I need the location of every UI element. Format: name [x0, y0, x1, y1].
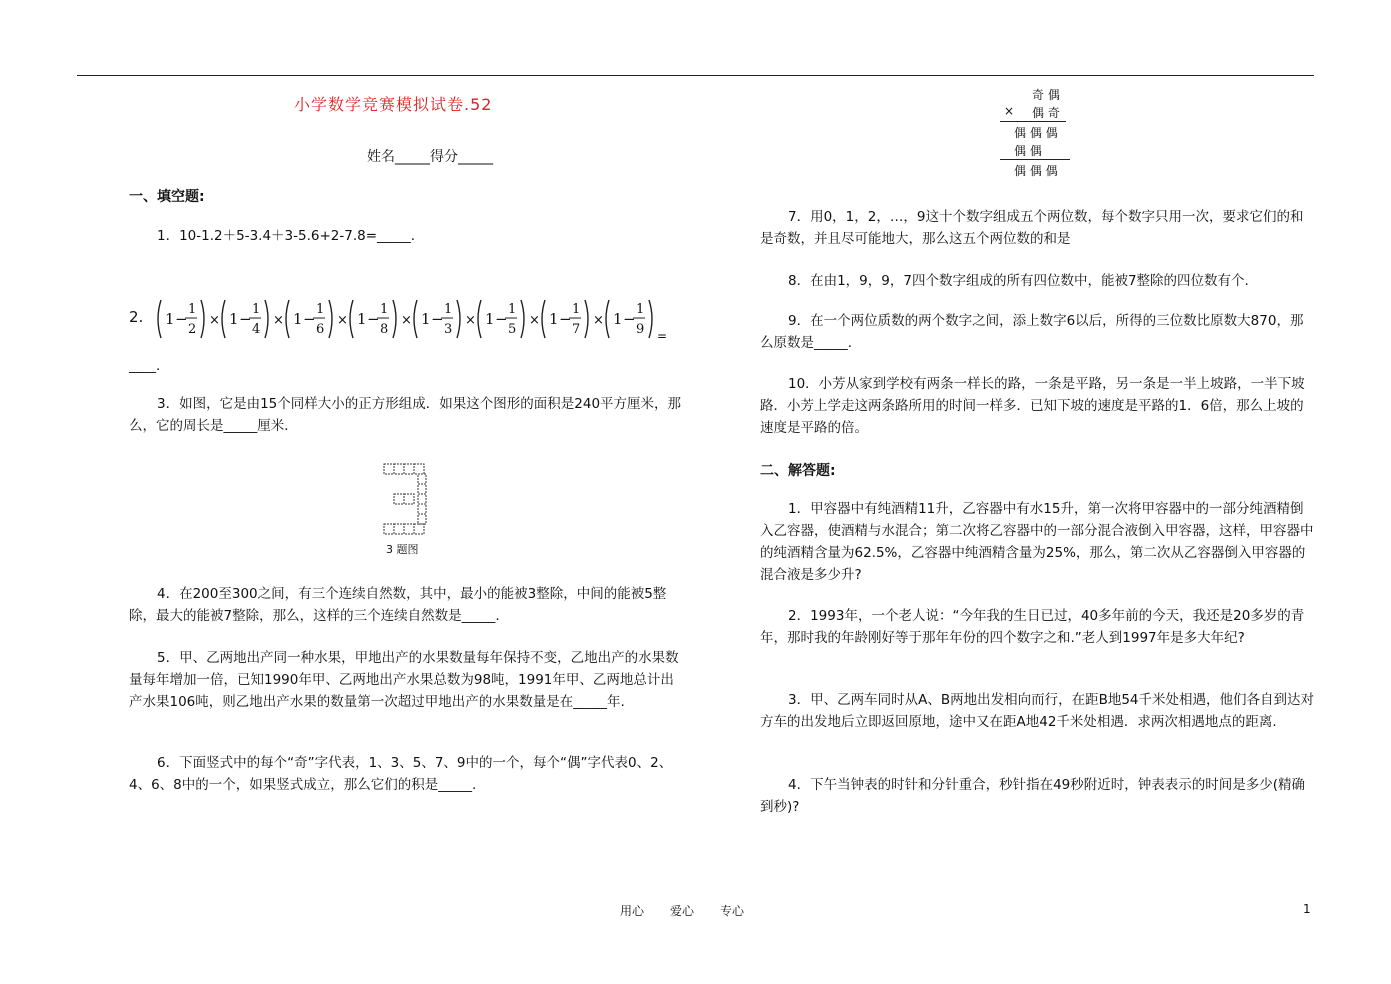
question-9: 9．在一个两位质数的两个数字之间，添上数字6以后，所得的三位数比原数大870，那么原数是_____. — [760, 313, 1304, 351]
fraction-denominator: 2 — [188, 322, 197, 337]
times-sign: × — [593, 313, 604, 328]
section2-title: 二、解答题: — [760, 463, 836, 479]
vertical-row1: 奇 偶 — [1032, 88, 1060, 102]
fraction-denominator: 4 — [252, 322, 261, 337]
figure-3-squares — [380, 462, 440, 558]
footer-text-2: 爱心 — [670, 904, 695, 918]
fraction-numerator: 1 — [572, 302, 581, 317]
vertical-row2: 偶 奇 — [1032, 106, 1060, 120]
paren-left — [414, 300, 417, 338]
fraction-numerator: 1 — [444, 302, 453, 317]
equals-blank: =_ — [657, 329, 674, 342]
name-score-line: 姓名_____得分_____ — [367, 149, 493, 165]
paren-right — [265, 300, 268, 338]
paren-left — [286, 300, 289, 338]
question-4: 4．在200至300之间，有三个连续自然数，其中，最小的能被3整除，中间的能被5整除，最大的能被7整除，那么，这样的三个连续自然数是_____. — [129, 586, 667, 624]
question-2-number: 2. — [129, 308, 144, 326]
paren-right — [457, 300, 460, 338]
paren-left — [158, 300, 161, 338]
vertical-line-1 — [1000, 121, 1066, 122]
minus-sign: − — [239, 310, 252, 328]
paren-left — [478, 300, 481, 338]
paren-right — [201, 300, 204, 338]
question-5: 5．甲、乙两地出产同一种水果，甲地出产的水果数量每年保持不变，乙地出产的水果数量每年增加一倍，已知1990年甲、乙两地出产水果总数为98吨，1991年甲、乙两地总计出产水果106吨，则乙地出产水果的数量第一次超过甲地出产的水果数量是在_____年. — [129, 650, 679, 710]
vertical-row4: 偶 偶 — [1014, 144, 1042, 158]
term-one: 1 — [421, 310, 431, 328]
fraction-denominator: 3 — [444, 322, 453, 337]
fraction-numerator: 1 — [380, 302, 389, 317]
times-sign: × — [465, 313, 476, 328]
minus-sign: − — [559, 310, 572, 328]
question-2-expression — [129, 296, 689, 342]
fraction-numerator: 1 — [188, 302, 197, 317]
fraction-denominator: 7 — [572, 322, 581, 337]
question-1: 1．10-1.2＋5-3.4＋3-5.6+2-7.8=_____. — [157, 228, 416, 244]
question-8: 8．在由1，9，9，7四个数字组成的所有四位数中，能被7整除的四位数有个. — [788, 273, 1249, 289]
fraction-denominator: 5 — [508, 322, 517, 337]
page-number: 1 — [1303, 902, 1311, 916]
vertical-line-2 — [1000, 159, 1070, 160]
answer-question-4: 4．下午当钟表的时针和分针重合，秒针指在49秒附近时，钟表表示的时间是多少(精确到秒)? — [760, 777, 1306, 815]
fraction-denominator: 6 — [316, 322, 325, 337]
fraction-denominator: 8 — [380, 322, 389, 337]
footer-text-1: 用心 — [620, 904, 645, 918]
minus-sign: − — [367, 310, 380, 328]
paren-left — [606, 300, 609, 338]
term-one: 1 — [357, 310, 367, 328]
fraction-numerator: 1 — [508, 302, 517, 317]
term-one: 1 — [485, 310, 495, 328]
fraction-denominator: 9 — [636, 322, 645, 337]
paren-left — [222, 300, 225, 338]
question-6: 6．下面竖式中的每个“奇”字代表，1、3、5、7、9中的一个，每个“偶”字代表0、2、4、6、8中的一个，如果竖式成立，那么它们的积是_____. — [129, 755, 673, 793]
term-one: 1 — [549, 310, 559, 328]
fraction-numerator: 1 — [252, 302, 261, 317]
times-sign: × — [401, 313, 412, 328]
footer-text-3: 专心 — [720, 904, 745, 918]
times-sign: × — [337, 313, 348, 328]
paren-right — [649, 300, 652, 338]
paren-right — [329, 300, 332, 338]
question-3: 3．如图，它是由15个同样大小的正方形组成．如果这个图形的面积是240平方厘米，那么，它的周长是_____厘米． — [129, 396, 682, 434]
fraction-numerator: 1 — [636, 302, 645, 317]
times-sign: × — [529, 313, 540, 328]
paren-right — [521, 300, 524, 338]
vertical-times-sign: × — [1004, 104, 1015, 118]
fraction-product — [129, 296, 689, 342]
paren-right — [393, 300, 396, 338]
minus-sign: − — [175, 310, 188, 328]
minus-sign: − — [431, 310, 444, 328]
question-2-blank: ____. — [129, 358, 161, 374]
times-sign: × — [209, 313, 220, 328]
answer-question-2: 2．1993年，一个老人说：“今年我的生日已过，40多年前的今天，我还是20多岁的青年，那时我的年龄刚好等于那年年份的四个数字之和.”老人到1997年是多大年纪? — [760, 608, 1305, 646]
question-7: 7．用0，1，2，…，9这十个数字组成五个两位数，每个数字只用一次，要求它们的和是奇数，并且尽可能地大，那么这五个两位数的和是 — [760, 209, 1304, 247]
minus-sign: − — [495, 310, 508, 328]
term-one: 1 — [293, 310, 303, 328]
page-title: 小学数学竞赛模拟试卷.52 — [294, 95, 493, 114]
paren-left — [350, 300, 353, 338]
term-one: 1 — [165, 310, 175, 328]
term-one: 1 — [613, 310, 623, 328]
question-10: 10．小芳从家到学校有两条一样长的路，一条是平路，另一条是一半上坡路，一半下坡路．小芳上学走这两条路所用的时间一样多．已知下坡的速度是平路的1．6倍，那么上坡的速度是平路的倍。 — [760, 376, 1305, 436]
minus-sign: − — [303, 310, 316, 328]
times-sign: × — [273, 313, 284, 328]
vertical-row5: 偶 偶 偶 — [1014, 164, 1058, 178]
term-one: 1 — [229, 310, 239, 328]
vertical-row3: 偶 偶 偶 — [1014, 126, 1058, 140]
answer-question-1: 1．甲容器中有纯酒精11升，乙容器中有水15升，第一次将甲容器中的一部分纯酒精倒入乙容器，使酒精与水混合；第二次将乙容器中的一部分混合液倒入甲容器，这样，甲容器中的纯酒精含量为62.5%，乙容器中纯酒精含量为25%，那么，第二次从乙容器倒入甲容器的混合液是多少升? — [760, 501, 1314, 583]
minus-sign: − — [623, 310, 636, 328]
fraction-numerator: 1 — [316, 302, 325, 317]
header-rule — [77, 75, 1314, 76]
vertical-multiplication — [998, 86, 1078, 178]
section1-title: 一、填空题: — [129, 189, 205, 205]
paren-right — [585, 300, 588, 338]
figure-3-caption: 3 题图 — [386, 543, 419, 556]
paren-left — [542, 300, 545, 338]
answer-question-3: 3．甲、乙两车同时从A、B两地出发相向而行，在距B地54千米处相遇，他们各自到达对方车的出发地后立即返回原地，途中又在距A地42千米处相遇．求两次相遇地点的距离. — [760, 692, 1315, 730]
